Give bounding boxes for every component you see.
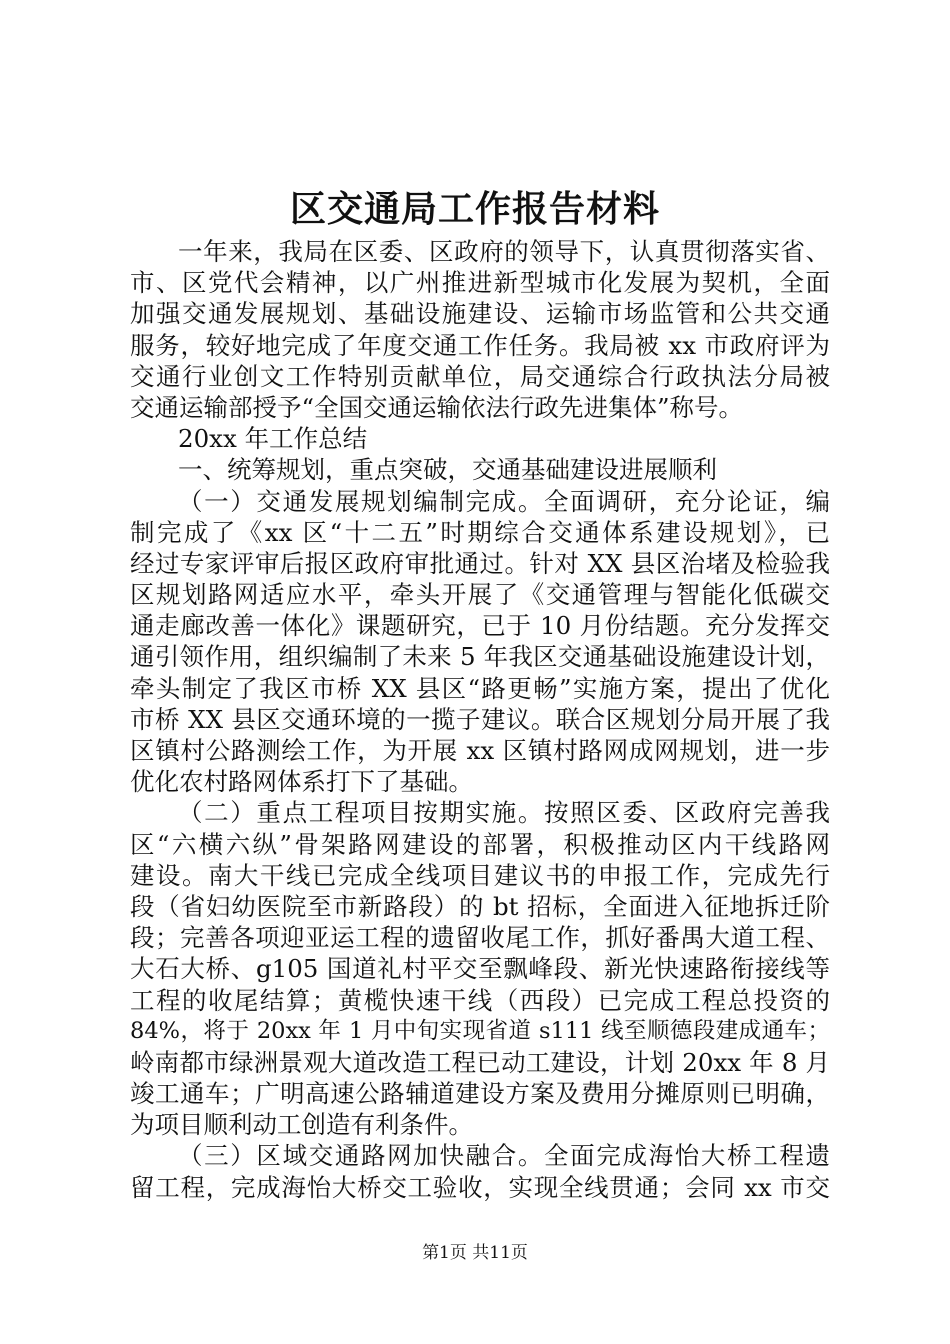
text-line: 通走廊改善一体化》课题研究，已于 10 月份结题。充分发挥交 <box>130 611 830 641</box>
text-line: 优化农村路网体系打下了基础。 <box>130 767 473 797</box>
text-line: 段；完善各项迎亚运工程的遗留收尾工作，抓好番禺大道工程、 <box>130 923 830 953</box>
text-line: 区镇村公路测绘工作，为开展 xx 区镇村路网成网规划，进一步 <box>130 736 830 765</box>
text-line: 区规划路网适应水平，牵头开展了《交通管理与智能化低碳交 <box>130 580 830 610</box>
text-line: 工程的收尾结算；黄榄快速干线（西段）已完成工程总投资的 <box>130 985 830 1015</box>
text-line: 牵头制定了我区市桥 XX 县区“路更畅”实施方案，提出了优化 <box>130 673 830 703</box>
document-body <box>130 236 830 1203</box>
text-line: （一）交通发展规划编制完成。全面调研，充分论证，编 <box>178 486 830 516</box>
page-footer: 第1页 共11页 <box>422 1243 528 1263</box>
text-line: 服务，较好地完成了年度交通工作任务。我局被 xx 市政府评为 <box>130 330 830 360</box>
text-line: 市、区党代会精神，以广州推进新型城市化发展为契机，全面 <box>130 268 830 298</box>
text-line: 加强交通发展规划、基础设施建设、运输市场监管和公共交通 <box>130 299 830 329</box>
text-line: 为项目顺利动工创造有利条件。 <box>130 1110 473 1140</box>
text-line: 一年来，我局在区委、区政府的领导下，认真贯彻落实省、 <box>178 237 830 266</box>
text-line: 交通运输部授予“全国交通运输依法行政先进集体”称号。 <box>130 392 744 422</box>
text-line: 岭南都市绿洲景观大道改造工程已动工建设，计划 20xx 年 8 月 <box>130 1047 830 1077</box>
text-line: 段（省妇幼医院至市新路段）的 bt 招标，全面进入征地拆迁阶 <box>130 891 830 921</box>
text-line: 一、统筹规划，重点突破，交通基础建设进展顺利 <box>178 455 717 485</box>
text-line: 市桥 XX 县区交通环境的一揽子建议。联合区规划分局开展了我 <box>130 704 830 734</box>
text-line: 制完成了《xx 区“十二五”时期综合交通体系建设规划》，已 <box>130 517 830 547</box>
text-line: 交通行业创文工作特别贡献单位，局交通综合行政执法分局被 <box>130 361 830 391</box>
text-line: 经过专家评审后报区政府审批通过。针对 XX 县区治堵及检验我 <box>130 548 830 578</box>
text-line: 84%，将于 20xx 年 1 月中旬实现省道 s111 线至顺德段建成通车； <box>130 1017 830 1044</box>
text-line: 建设。南大干线已完成全线项目建议书的申报工作，完成先行 <box>130 860 830 890</box>
text-line: 20xx 年工作总结 <box>178 424 368 454</box>
text-line: 大石大桥、g105 国道礼村平交至飘峰段、新光快速路衔接线等 <box>130 954 830 984</box>
text-line: 通引领作用，组织编制了未来 5 年我区交通基础设施建设计划， <box>130 642 830 672</box>
text-line: 区“六横六纵”骨架路网建设的部署，积极推动区内干线路网 <box>130 829 830 859</box>
text-line: （二）重点工程项目按期实施。按照区委、区政府完善我 <box>178 798 830 828</box>
document-title: 区交通局工作报告材料 <box>289 188 660 230</box>
text-line: 竣工通车；广明高速公路辅道建设方案及费用分摊原则已明确， <box>130 1079 830 1109</box>
text-line: （三）区域交通路网加快融合。全面完成海怡大桥工程遗 <box>178 1141 830 1171</box>
text-line: 留工程，完成海怡大桥交工验收，实现全线贯通；会同 xx 市交 <box>130 1172 830 1202</box>
